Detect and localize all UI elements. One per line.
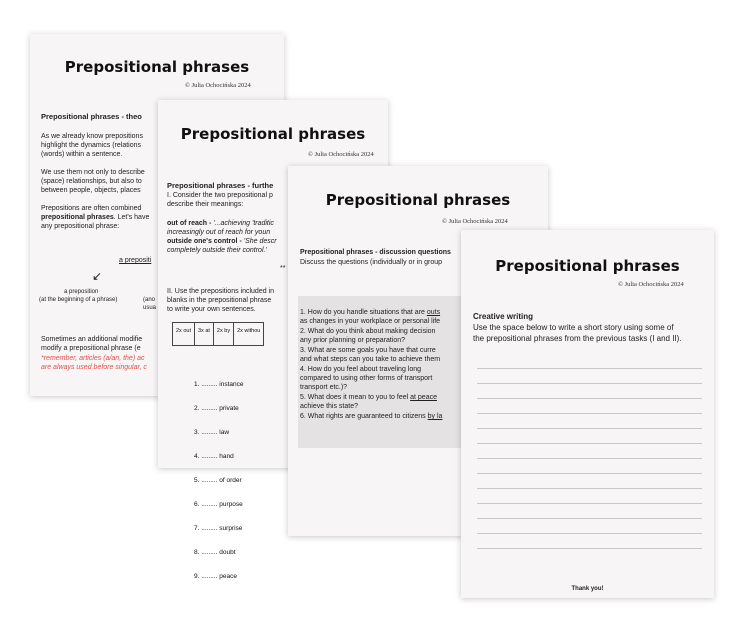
writing-line: [477, 548, 702, 549]
question-line: 2. What do you think about making decision: [300, 328, 436, 335]
list-item: 7. ......... surprise: [194, 525, 243, 532]
red-note: are always used before singular, c: [41, 364, 147, 371]
list-item: 4. ......... hand: [194, 453, 234, 460]
question-line: [300, 308, 440, 317]
page-title: Prepositional phrases: [64, 58, 250, 76]
arrow-icon: ↙: [92, 269, 103, 283]
example-line: [167, 219, 274, 228]
diagram-right-note: (ano: [143, 297, 156, 303]
phrase-underline: by la: [427, 413, 443, 420]
paragraph-line: between people, objects, places: [41, 187, 141, 194]
copyright: © Julia Ochocińska 2024: [308, 151, 374, 158]
phrase-underline: at peace: [410, 394, 437, 401]
red-note: *remember, articles (a/an, the) ac: [41, 355, 145, 362]
paragraph-line: any prepositional phrase:: [41, 223, 120, 230]
question-line: achieve this state?: [300, 403, 358, 410]
writing-line: [477, 533, 702, 534]
question-line: [300, 393, 437, 402]
list-item: 8. ......... doubt: [194, 549, 236, 556]
section-heading: Prepositional phrases - discussion questions: [300, 249, 451, 256]
example-quote: 'She descr: [241, 238, 277, 245]
writing-line: [477, 398, 702, 399]
footer-thanks: Thank you!: [571, 586, 604, 592]
question-line: as changes in your workplace or personal life: [300, 318, 441, 325]
list-item: 3. ......... law: [194, 429, 230, 436]
question-text: 6. What rights are guaranteed to citizens: [300, 413, 428, 420]
writing-line: [477, 503, 702, 504]
example-line: increasingly out of reach for youn: [167, 229, 271, 236]
question-line: 4. How do you feel about traveling long: [300, 366, 422, 373]
example-line: [167, 237, 277, 246]
question-line: and what steps can you take to achieve them: [300, 356, 441, 363]
page-title: Prepositional phrases: [180, 125, 366, 143]
list-item: 9. ......... peace: [194, 573, 237, 580]
question-line: transport etc.)?: [300, 384, 348, 391]
stars-divider: **: [280, 265, 286, 272]
table-cell: 2x by: [214, 323, 234, 345]
phrase-underline: outs: [426, 309, 441, 316]
section-heading: Prepositional phrases - theo: [41, 112, 142, 121]
writing-line: [477, 413, 702, 414]
writing-line: [477, 488, 702, 489]
page-title: Prepositional phrases: [325, 191, 511, 209]
paragraph-line: Use the space below to write a short story using some of: [473, 323, 674, 332]
paragraph-line: describe their meanings:: [167, 201, 244, 208]
list-item: 6. ......... purpose: [194, 501, 243, 508]
diagram-right-note: usua: [143, 305, 157, 311]
preposition-table: [172, 322, 264, 346]
question-line: any prior planning or preparation?: [300, 337, 406, 344]
paragraph-text: . Let's have: [113, 214, 150, 221]
diagram-left-note: a preposition: [64, 289, 99, 295]
paragraph-line: (words) within a sentence.: [41, 151, 123, 158]
table-cell: 2x withou: [237, 328, 261, 334]
paragraph-line: highlight the dynamics (relations: [41, 142, 141, 149]
question-line: [300, 412, 442, 421]
paragraph-line: Discuss the questions (individually or in group: [300, 259, 443, 266]
bold-term: prepositional phrases: [41, 214, 114, 221]
paragraph-line: I. Consider the two prepositional p: [167, 192, 273, 199]
fill-in-list: [194, 365, 244, 597]
diagram-center-label: a prepositi: [119, 257, 152, 264]
paragraph-line: to write your own sentences.: [167, 306, 256, 313]
example-line: completely outside their control.': [167, 247, 267, 254]
writing-line: [477, 458, 702, 459]
page-title: Prepositional phrases: [495, 257, 680, 275]
question-line: 3. What are some goals you have that curre: [300, 347, 436, 354]
table-cell: 3x at: [195, 323, 214, 345]
writing-line: [477, 428, 702, 429]
copyright: © Julia Ochocińska 2024: [442, 218, 508, 225]
list-item: 5. ......... of order: [194, 477, 242, 484]
paragraph-line: We use them not only to describe: [41, 169, 145, 176]
writing-line: [477, 518, 702, 519]
copyright: © Julia Ochocińska 2024: [618, 281, 684, 288]
paragraph-line: [41, 213, 149, 222]
example-quote: '...achieving 'traditic: [211, 220, 274, 227]
paragraph-line: blanks in the prepositional phrase: [167, 297, 272, 304]
example-term: outside one's control -: [167, 238, 242, 245]
list-item: 2. ......... private: [194, 405, 239, 412]
question-text: 5. What does it mean to you to feel: [300, 394, 411, 401]
writing-line: [477, 443, 702, 444]
writing-line: [477, 383, 702, 384]
diagram-left-note: (at the beginning of a phrase): [39, 297, 118, 303]
question-text: 1. How do you handle situations that are: [300, 309, 427, 316]
paragraph-line: (space) relationships, but also to: [41, 178, 142, 185]
paragraph-line: modify a prepositional phrase (e: [41, 345, 141, 352]
paragraph-line: Sometimes an additional modifie: [41, 336, 143, 343]
paragraph-line: the prepositional phrases from the previous tasks (I and II).: [473, 334, 682, 343]
worksheet-page-4: [461, 230, 714, 598]
section-heading: Creative writing: [473, 312, 534, 321]
writing-line: [477, 473, 702, 474]
question-line: compared to using other forms of transport: [300, 375, 433, 382]
paragraph-line: II. Use the prepositions included in: [167, 288, 275, 295]
copyright: © Julia Ochocińska 2024: [185, 82, 251, 89]
list-item: 1. ......... instance: [194, 381, 244, 388]
example-term: out of reach -: [167, 220, 212, 227]
writing-line: [477, 368, 702, 369]
section-heading: Prepositional phrases - furthe: [167, 181, 274, 190]
paragraph-line: Prepositions are often combined: [41, 205, 142, 212]
paragraph-line: As we already know prepositions: [41, 133, 143, 140]
table-cell: 2x out: [173, 323, 195, 345]
